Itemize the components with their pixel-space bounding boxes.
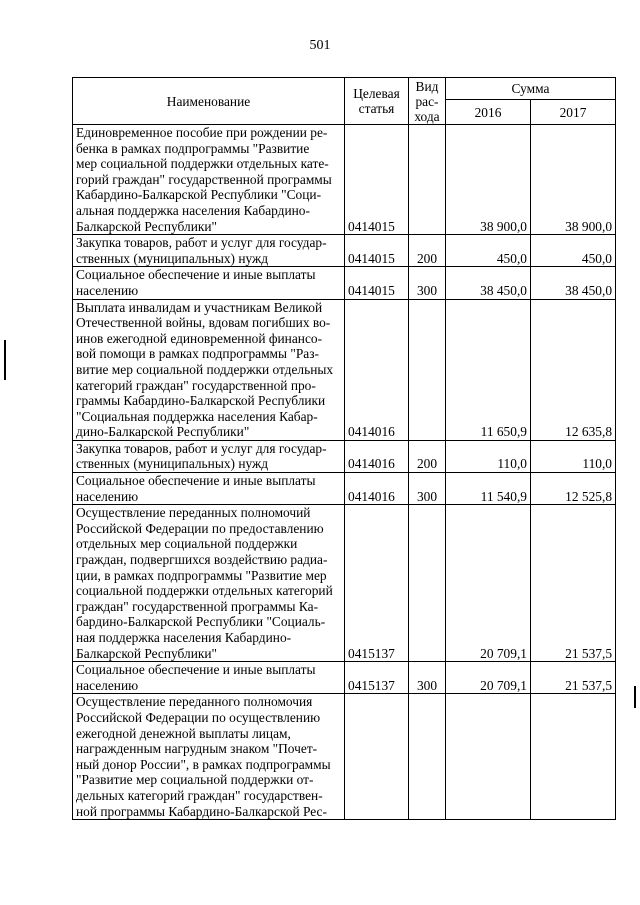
budget-table bbox=[72, 77, 616, 820]
row-target-article: 0414016 bbox=[345, 440, 409, 472]
table-body bbox=[73, 125, 616, 820]
table-row bbox=[73, 299, 616, 440]
row-expense-type bbox=[409, 125, 446, 235]
row-target-article bbox=[345, 694, 409, 820]
row-amount-2016: 38 900,0 bbox=[446, 125, 531, 235]
row-expense-type bbox=[409, 694, 446, 820]
row-amount-2017 bbox=[531, 694, 616, 820]
header-sum: Сумма bbox=[446, 78, 616, 100]
table-row bbox=[73, 125, 616, 235]
row-target-article: 0414015 bbox=[345, 267, 409, 299]
row-target-article: 0415137 bbox=[345, 662, 409, 694]
table-row bbox=[73, 235, 616, 267]
row-amount-2017: 38 450,0 bbox=[531, 267, 616, 299]
row-amount-2016: 20 709,1 bbox=[446, 505, 531, 662]
row-amount-2017: 21 537,5 bbox=[531, 662, 616, 694]
row-amount-2016: 20 709,1 bbox=[446, 662, 531, 694]
row-amount-2017: 12 525,8 bbox=[531, 473, 616, 505]
row-amount-2017: 450,0 bbox=[531, 235, 616, 267]
row-target-article: 0414015 bbox=[345, 125, 409, 235]
row-name: Социальное обеспечение и иные выплаты населению bbox=[73, 267, 345, 299]
table-row bbox=[73, 473, 616, 505]
row-amount-2016: 38 450,0 bbox=[446, 267, 531, 299]
row-name: Социальное обеспечение и иные выплаты населению bbox=[73, 473, 345, 505]
scan-edge-mark-right bbox=[634, 686, 636, 708]
row-expense-type: 300 bbox=[409, 662, 446, 694]
header-year-2016: 2016 bbox=[446, 100, 531, 125]
row-expense-type: 200 bbox=[409, 440, 446, 472]
scan-edge-mark-left bbox=[4, 340, 6, 380]
header-year-2017: 2017 bbox=[531, 100, 616, 125]
row-expense-type: 200 bbox=[409, 235, 446, 267]
row-amount-2017: 12 635,8 bbox=[531, 299, 616, 440]
table-row bbox=[73, 267, 616, 299]
table-row bbox=[73, 694, 616, 820]
row-name: Социальное обеспечение и иные выплаты населению bbox=[73, 662, 345, 694]
row-target-article: 0415137 bbox=[345, 505, 409, 662]
row-expense-type: 300 bbox=[409, 267, 446, 299]
table-row bbox=[73, 440, 616, 472]
row-target-article: 0414016 bbox=[345, 299, 409, 440]
header-expense-type: Вид рас- хода bbox=[409, 78, 446, 125]
table-row bbox=[73, 505, 616, 662]
row-name: Осуществление переданного полномочия Российской Федерации по осуществлению ежегодной денежной выплаты лицам, награжденным нагрудным знаком "Почет- ный донор России", в рамках подпрограммы "Развитие мер социальной поддержки от- дельных категорий граждан" государствен- ной программы Кабардино-Балкарской Рес- bbox=[73, 694, 345, 820]
row-name: Осуществление переданных полномочий Российской Федерации по предоставлению отдельных мер социальной поддержки граждан, подвергшихся воздействию радиа- ции, в рамках подпрограммы "Развитие мер социальной поддержки отдельных категорий граждан" государственной программы Ка- бардино-Балкарской Республики "Социаль- ная поддержка населения Кабардино- Балкарской Республики" bbox=[73, 505, 345, 662]
row-target-article: 0414016 bbox=[345, 473, 409, 505]
row-amount-2017: 38 900,0 bbox=[531, 125, 616, 235]
row-target-article: 0414015 bbox=[345, 235, 409, 267]
row-name: Закупка товаров, работ и услуг для государ- ственных (муниципальных) нужд bbox=[73, 235, 345, 267]
row-expense-type bbox=[409, 299, 446, 440]
header-name: Наименование bbox=[73, 78, 345, 125]
page-number: 501 bbox=[309, 38, 331, 53]
header-target-article: Целевая статья bbox=[345, 78, 409, 125]
row-name: Закупка товаров, работ и услуг для государ- ственных (муниципальных) нужд bbox=[73, 440, 345, 472]
row-expense-type bbox=[409, 505, 446, 662]
row-amount-2016: 110,0 bbox=[446, 440, 531, 472]
row-name: Единовременное пособие при рождении ре- бенка в рамках подпрограммы "Развитие мер социальной поддержки отдельных кате- горий граждан" государственной программы Кабардино-Балкарской Республики "Соци- альная поддержка населения Кабардино- Балкарской Республики" bbox=[73, 125, 345, 235]
table-row bbox=[73, 662, 616, 694]
row-amount-2016 bbox=[446, 694, 531, 820]
row-amount-2017: 110,0 bbox=[531, 440, 616, 472]
row-expense-type: 300 bbox=[409, 473, 446, 505]
row-amount-2016: 11 540,9 bbox=[446, 473, 531, 505]
row-name: Выплата инвалидам и участникам Великой Отечественной войны, вдовам погибших во- инов ежегодной единовременной финансо- вой помощи в рамках подпрограммы "Раз- витие мер социальной поддержки отдельных категорий граждан" государственной про- граммы Кабардино-Балкарской Республики "Социальная поддержка населения Кабар- дино-Балкарской Республики" bbox=[73, 299, 345, 440]
row-amount-2017: 21 537,5 bbox=[531, 505, 616, 662]
row-amount-2016: 450,0 bbox=[446, 235, 531, 267]
row-amount-2016: 11 650,9 bbox=[446, 299, 531, 440]
